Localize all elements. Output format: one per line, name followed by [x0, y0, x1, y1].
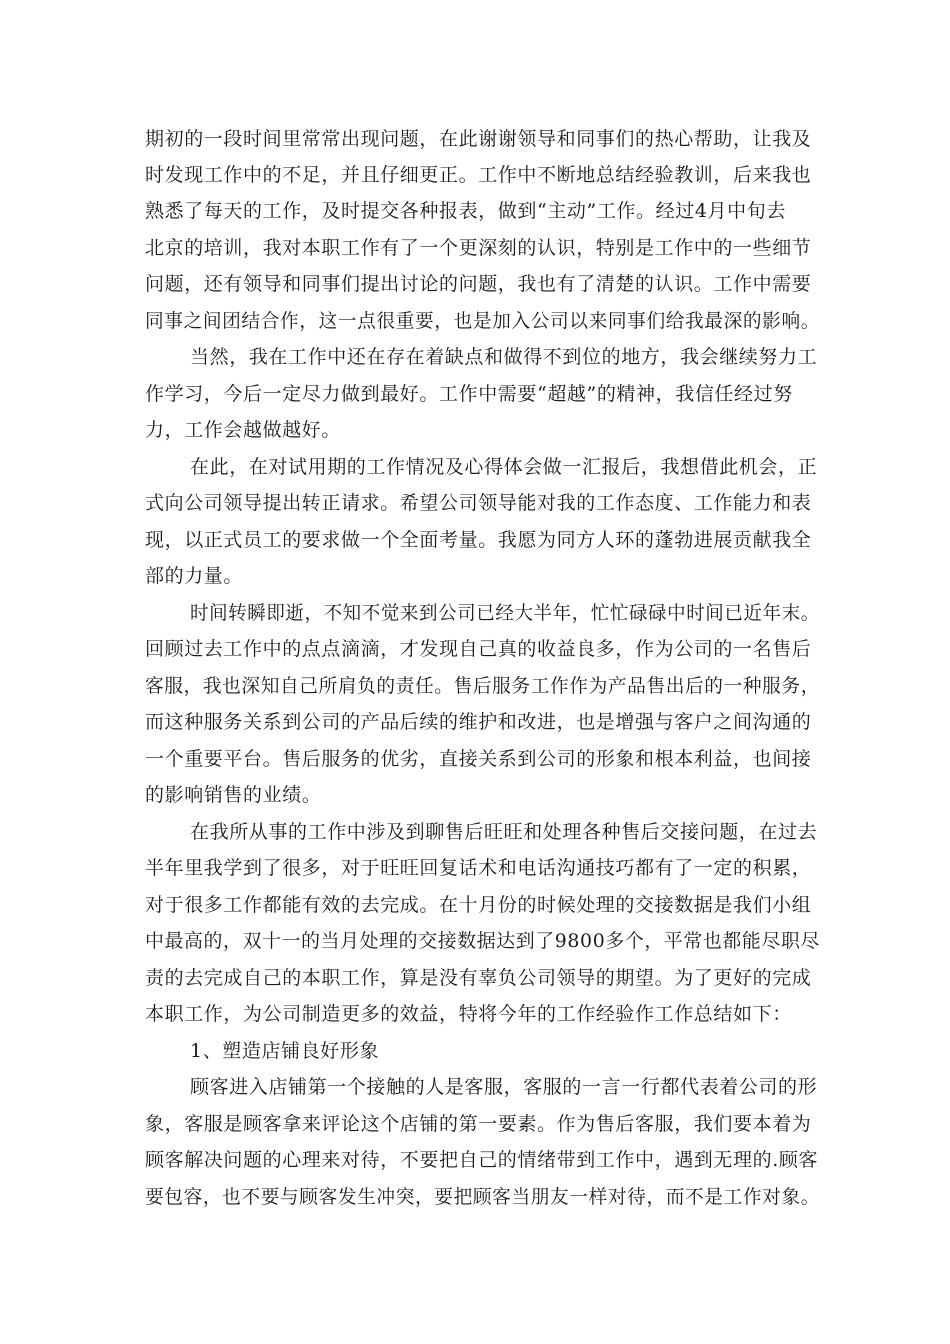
text-line: 半年里我学到了很多，对于旺旺回复话术和电话沟通技巧都有了一定的积累，	[145, 857, 812, 879]
text-line: 力，工作会越做越好。	[145, 419, 342, 441]
text-line: 要包容，也不要与顾客发生冲突，要把顾客当朋友一样对待，而不是工作对象。	[145, 1186, 821, 1208]
text-line: 一个重要平台。售后服务的优劣，直接关系到公司的形象和根本利益，也间接	[145, 748, 812, 770]
text-line: 部的力量。	[145, 565, 244, 587]
text-line: 现，以正式员工的要求做一个全面考量。我愿为同方人环的蓬勃进展贡献我全	[145, 529, 812, 551]
text-line: 问题，还有领导和同事们提出讨论的问题，我也有了清楚的认识。工作中需要	[145, 273, 812, 295]
text-line: 顾客进入店铺第一个接触的人是客服，客服的一言一行都代表着公司的形	[190, 1076, 818, 1098]
text-line: 象，客服是顾客拿来评论这个店铺的第一要素。作为售后客服，我们要本着为	[145, 1113, 812, 1135]
text-line: 在我所从事的工作中涉及到聊售后旺旺和处理各种售后交接问题，在过去	[190, 821, 818, 843]
text-line: 期初的一段时间里常常出现问题，在此谢谢领导和同事们的热心帮助，让我及	[145, 128, 812, 150]
text-line: 客服，我也深知自己所肩负的责任。售后服务工作作为产品售出后的一种服务，	[145, 675, 821, 697]
text-line: 回顾过去工作中的点点滴滴，才发现自己真的收益良多，作为公司的一名售后	[145, 638, 812, 660]
text-line: 时间转瞬即逝，不知不觉来到公司已经大半年，忙忙碌碌中时间已近年末。	[190, 602, 820, 624]
text-line: 式向公司领导提出转正请求。希望公司领导能对我的工作态度、工作能力和表	[145, 492, 812, 514]
text-line: 本职工作，为公司制造更多的效益，特将今年的工作经验作工作总结如下：	[145, 1003, 792, 1025]
section-heading: 1、塑造店铺良好形象	[190, 1040, 380, 1062]
text-line: 当然，我在工作中还在存在着缺点和做得不到位的地方，我会继续努力工	[190, 346, 818, 368]
text-line: 熟悉了每天的工作，及时提交各种报表，做到“主动”工作。经过4月中旬去	[145, 200, 786, 222]
text-line: 北京的培训，我对本职工作有了一个更深刻的认识，特别是工作中的一些细节	[145, 237, 812, 259]
text-line: 在此，在对试用期的工作情况及心得体会做一汇报后，我想借此机会，正	[190, 456, 818, 478]
text-line: 时发现工作中的不足，并且仔细更正。工作中不断地总结经验教训，后来我也	[145, 164, 812, 186]
text-line: 而这种服务关系到公司的产品后续的维护和改进，也是增强与客户之间沟通的	[145, 711, 812, 733]
text-line: 对于很多工作都能有效的去完成。在十月份的时候处理的交接数据是我们小组	[145, 894, 812, 916]
text-line: 作学习，今后一定尽力做到最好。工作中需要“超越”的精神，我信任经过努	[145, 383, 793, 405]
text-line: 顾客解决问题的心理来对待，不要把自己的情绪带到工作中，遇到无理的.顾客	[145, 1149, 819, 1171]
text-line: 中最高的，双十一的当月处理的交接数据达到了9800多个，平常也都能尽职尽	[145, 930, 820, 952]
text-line: 责的去完成自己的本职工作，算是没有辜负公司领导的期望。为了更好的完成	[145, 967, 812, 989]
text-line: 的影响销售的业绩。	[145, 784, 322, 806]
text-line: 同事之间团结合作，这一点很重要，也是加入公司以来同事们给我最深的影响。	[145, 310, 821, 332]
